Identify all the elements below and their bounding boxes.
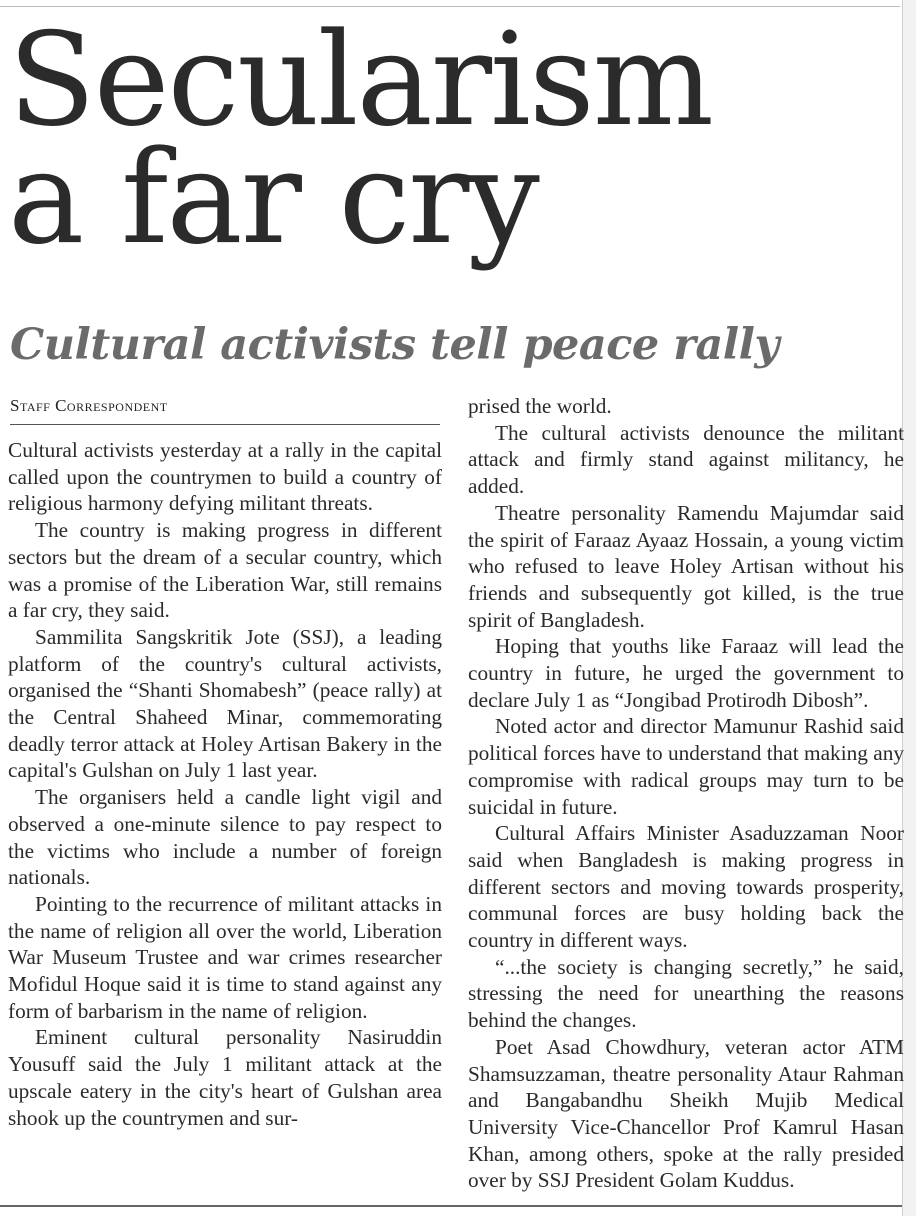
paragraph: prised the world.: [468, 394, 612, 418]
paragraph: The cultural activists denounce the militant attack and firmly stand against militancy, he added.: [468, 420, 904, 499]
paragraph: The organisers held a candle light vigil and observed a one-minute silence to pay respect to the victims who include a number of foreign nationals.: [8, 785, 442, 890]
article-column-right: [468, 393, 904, 1194]
paragraph: Eminent cultural personality Nasiruddin Yousuff said the July 1 militant attack at the upscale eatery in the city's heart of Gulshan area shook up the countrymen and sur-: [8, 1025, 442, 1130]
byline: Staff Correspondent: [10, 396, 440, 425]
headline-line-1: Secularism: [8, 6, 712, 155]
paragraph: Sammilita Sangskritik Jote (SSJ), a leading platform of the country's cultural activists, organised the “Shanti Shomabesh” (peace rally) at the Central Shaheed Minar, commemorating deadly terror attack at Holey Artisan Bakery in the capital's Gulshan on July 1 last year.: [8, 624, 442, 783]
headline: [8, 6, 888, 273]
page-edge: [902, 0, 916, 1216]
paragraph: “...the society is changing secretly,” he said, stressing the need for unearthing the reasons behind the changes.: [468, 954, 904, 1033]
paragraph: Pointing to the recurrence of militant attacks in the name of religion all over the world, Liberation War Museum Trustee and war crimes researcher Mofidul Hoque said it is time to stand against any form of barbarism in the name of religion.: [8, 891, 442, 1023]
paragraph: Cultural activists yesterday at a rally in the capital called upon the countrymen to build a country of religious harmony defying militant threats.: [8, 438, 442, 516]
headline-line-2: a far cry: [8, 124, 538, 273]
paragraph: The country is making progress in different sectors but the dream of a secular country, which was a promise of the Liberation War, still remains a far cry, they said.: [8, 518, 442, 623]
subheadline: Cultural activists tell peace rally: [10, 320, 779, 370]
paragraph: Hoping that youths like Faraaz will lead the country in future, he urged the government to declare July 1 as “Jongibad Protirodh Dibosh”.: [468, 634, 904, 712]
article-column-left: [8, 437, 442, 1131]
bottom-rule: [0, 1205, 902, 1207]
paragraph: Noted actor and director Mamunur Rashid said political forces have to understand that making any compromise with radical groups may turn to be suicidal in future.: [468, 714, 904, 819]
paragraph: Poet Asad Chowdhury, veteran actor ATM Shamsuzzaman, theatre personality Ataur Rahman and Bangabandhu Sheikh Mujib Medical University Vice-Chancellor Prof Kamrul Hasan Khan, among others, spoke at the rally presided over by SSJ President Golam Kuddus.: [468, 1034, 904, 1193]
paragraph: Cultural Affairs Minister Asaduzzaman Noor said when Bangladesh is making progress in different sectors and moving towards prosperity, communal forces are busy holding back the country in different ways.: [468, 821, 904, 953]
paragraph: Theatre personality Ramendu Majumdar said the spirit of Faraaz Ayaaz Hossain, a young victim who refused to leave Holey Artisan without his friends and subsequently got killed, is the true spirit of Bangladesh.: [468, 500, 904, 632]
